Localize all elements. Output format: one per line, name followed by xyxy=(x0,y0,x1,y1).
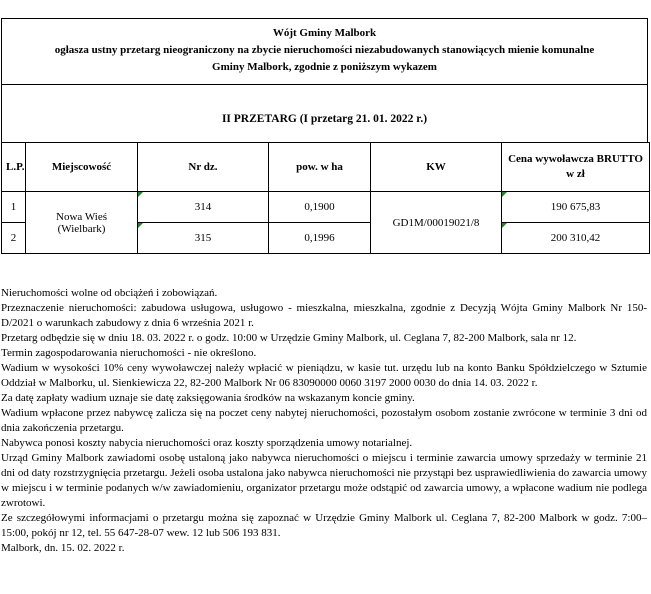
place-subname: (Wielbark) xyxy=(57,222,106,235)
cell-plot: 314 xyxy=(138,192,269,223)
paragraph-payment-date: Za datę zapłaty wadium uznaje sie datę zaksięgowania środków na wskazanym koncie gminy. xyxy=(1,392,415,404)
paragraph-deposit: Wadium w wysokości 10% ceny wywoławczej należy wpłacić w pieniądzu, w kasie tut. urzędu lub na konto Banku Spółdzielczego w Sztumie Oddział w Malborku, ul. Sienkiewicza 22, 82-200 Malbork Nr 06 83090000 0060 3197 2000 0030 do dnia 14. 03. 2022 r. xyxy=(1,362,647,389)
cell-lp: 2 xyxy=(2,223,26,254)
header-scope: Gminy Malbork, zgodnie z poniższym wykazem xyxy=(212,61,437,73)
paragraph-purpose: Przeznaczenie nieruchomości: zabudowa usługowa, usługowo - mieszkalna, mieszkalna, zgodnie z Decyzją Wójta Gminy Malbork Nr 150-D/2021 o warunkach zabudowy z dnia 6 września 2021 r. xyxy=(1,302,647,329)
cell-place xyxy=(26,192,138,254)
announcement-body xyxy=(1,286,647,556)
paragraph-contract: Urząd Gminy Malbork zawiadomi osobę ustaloną jako nabywca nieruchomości o miejscu i terminie zawarcia umowy sprzedaży w terminie 21 dni od daty rozstrzygnięcia przetargu. Jeżeli osoba ustalona jako nabywca nieruchomości nie przystąpi bez usprawiedliwienia do zawarcia umowy w miejscu i w terminie podanych w/w zawiadomieniu, organizator przetargu może odstąpić od zawarcia umowy, a wpłacone wadium nie podlega zwrotowi. xyxy=(1,452,647,509)
cell-lp: 1 xyxy=(2,192,26,223)
col-header-kw: KW xyxy=(371,143,502,192)
cell-plot: 315 xyxy=(138,223,269,254)
paragraph-date-place: Malbork, dn. 15. 02. 2022 r. xyxy=(1,542,125,554)
cell-area: 0,1996 xyxy=(269,223,371,254)
header-issuer: Wójt Gminy Malbork xyxy=(272,27,377,39)
place-name: Nowa Wieś xyxy=(56,210,107,223)
paragraph-development-term: Termin zagospodarowania nieruchomości - nie określono. xyxy=(1,347,257,359)
table-header-row xyxy=(2,143,650,192)
paragraph-encumbrances: Nieruchomości wolne od obciążeń i zobowiązań. xyxy=(1,287,218,299)
col-header-area: pow. w ha xyxy=(269,143,371,192)
announcement-header xyxy=(1,18,648,84)
header-announcement: ogłasza ustny przetarg nieograniczony na zbycie nieruchomości niezabudowanych stanowiących mienie komunalne xyxy=(54,44,595,56)
property-table xyxy=(1,142,650,254)
cell-price: 200 310,42 xyxy=(502,223,650,254)
auction-title: II PRZETARG (I przetarg 21. 01. 2022 r.) xyxy=(1,84,648,142)
cell-kw: GD1M/00019021/8 xyxy=(371,192,502,254)
cell-price: 190 675,83 xyxy=(502,192,650,223)
paragraph-deposit-return: Wadium wpłacone przez nabywcę zalicza się na poczet ceny nabytej nieruchomości, pozostałym osobom zostanie zwrócone w terminie 3 dni od dnia zakończenia przetargu. xyxy=(1,407,647,434)
col-header-plot: Nr dz. xyxy=(138,143,269,192)
paragraph-auction-date: Przetarg odbędzie się w dniu 18. 03. 2022 r. o godz. 10:00 w Urzędzie Gminy Malbork, ul. Ceglana 7, 82-200 Malbork, sala nr 12. xyxy=(1,332,577,344)
col-header-price: Cena wywoławcza BRUTTO w zł xyxy=(502,143,650,192)
col-header-lp: L.P. xyxy=(2,143,26,192)
table-row xyxy=(2,192,650,223)
cell-area: 0,1900 xyxy=(269,192,371,223)
paragraph-contact: Ze szczegółowymi informacjami o przetargu można się zapoznać w Urzędzie Gminy Malbork ul. Ceglana 7, 82-200 Malbork w godz. 7:00–15:00, pokój nr 12, tel. 55 647-28-07 wew. 12 lub 506 193 831. xyxy=(1,512,647,539)
paragraph-costs: Nabywca ponosi koszty nabycia nieruchomości oraz koszty sporządzenia umowy notarialnej. xyxy=(1,437,413,449)
col-header-place: Miejscowość xyxy=(26,143,138,192)
